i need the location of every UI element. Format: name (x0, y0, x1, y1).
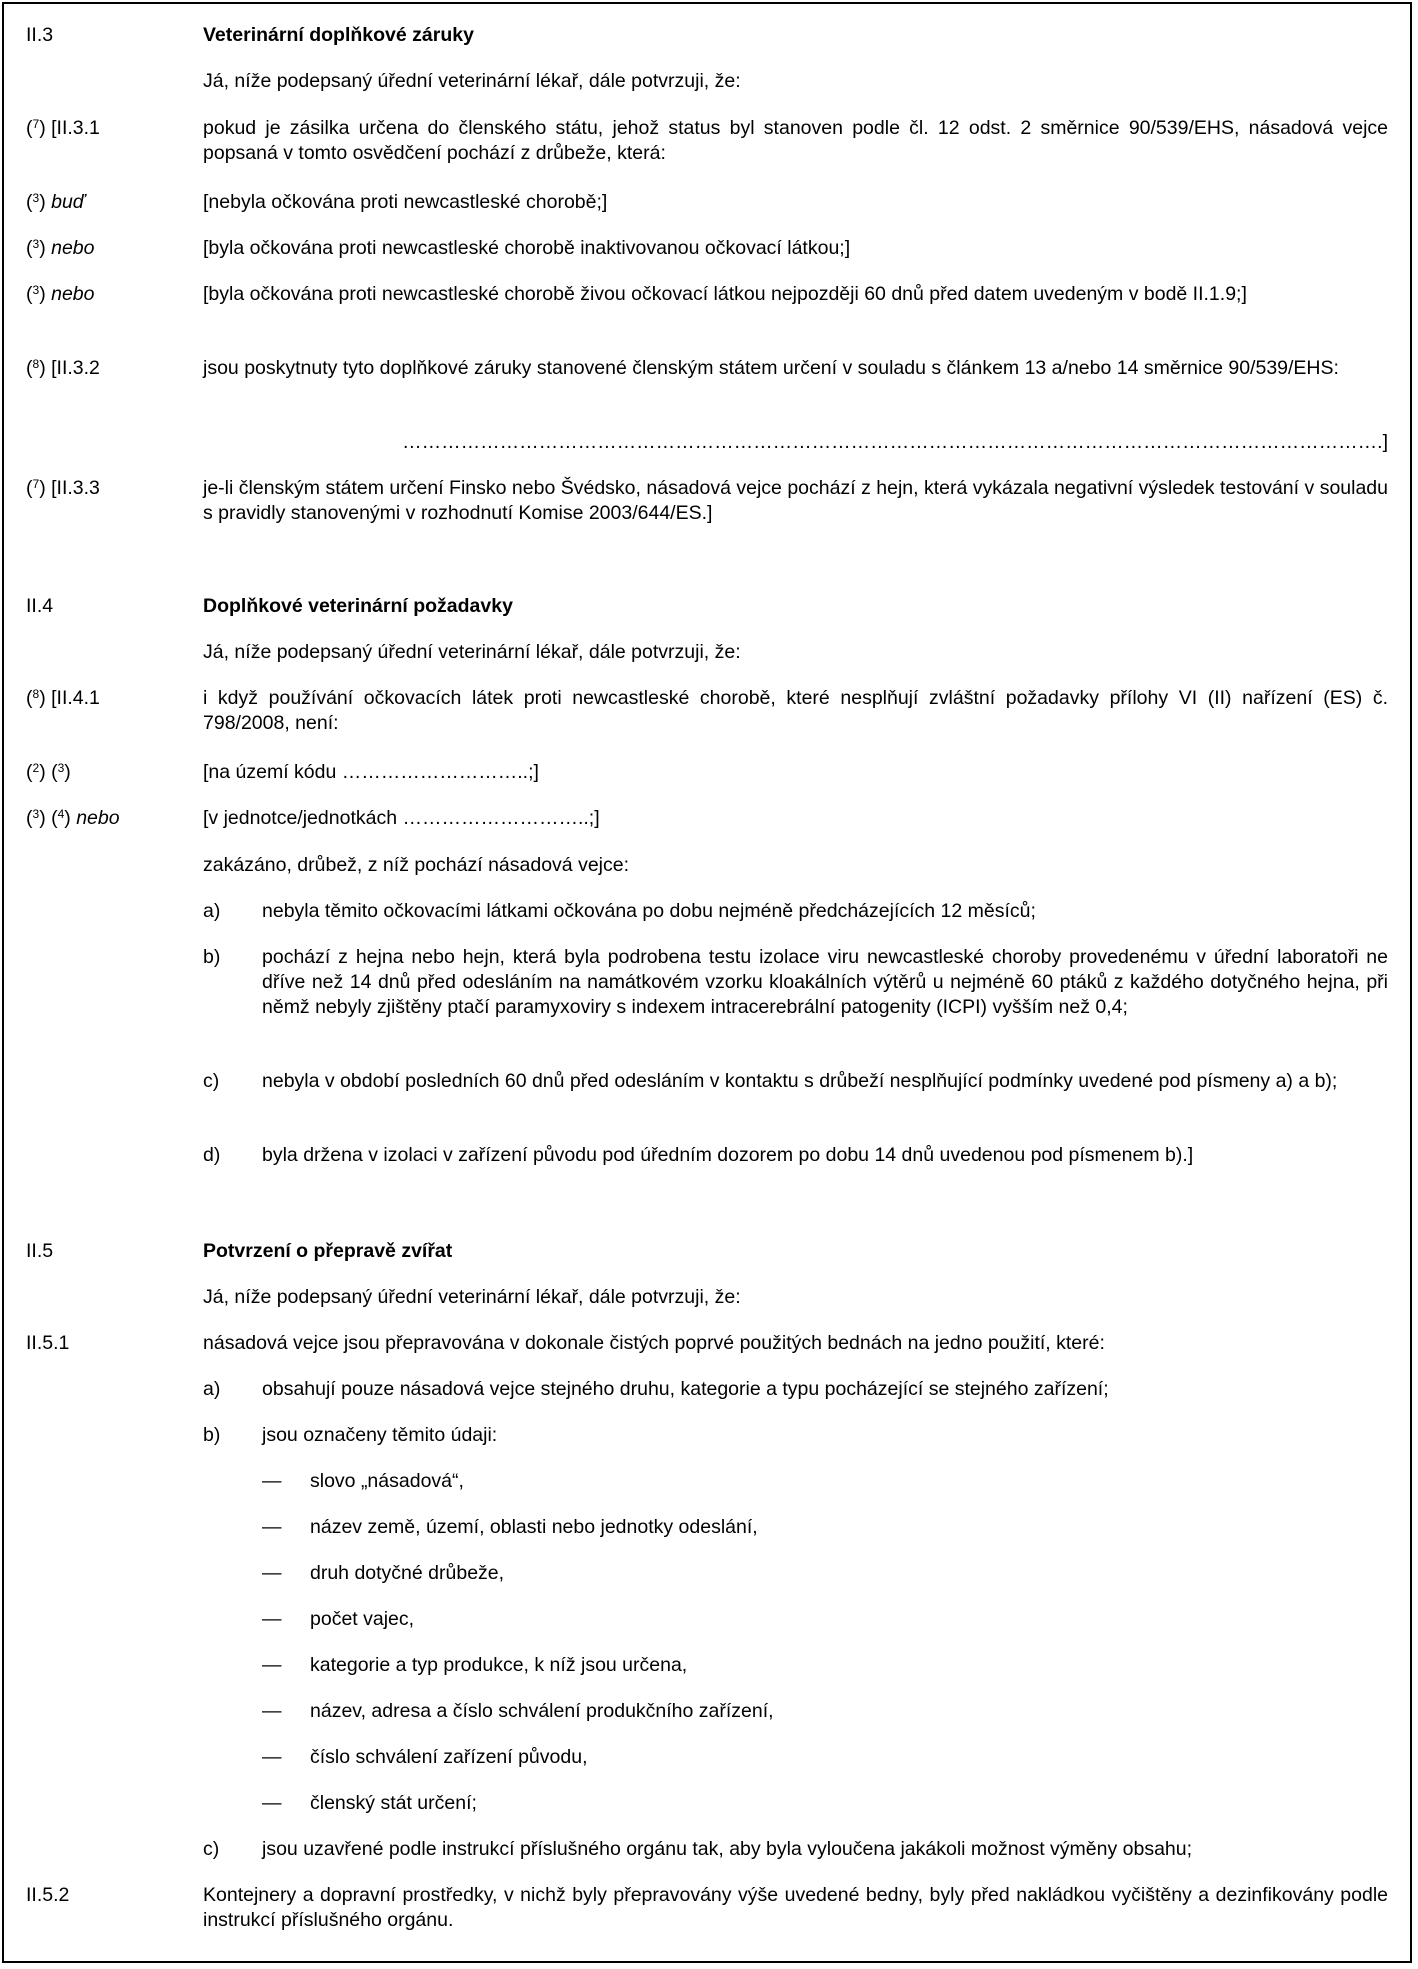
certificate-page: II.3 Veterinární doplňkové záruky Já, níže podepsaný úřední veterinární lékař, dále potvrzuji, že: ($^7$) [II.3.1 pokud je zásilka určena do členského státu, jehož status byl stanoven podle čl. 12 odst. 2 směrnice 90/539/EHS, násadová vejce popsaná v tomto osvědčení pochází z drůbeže, která: ($^3$) buď [nebyla očkována proti newcastleské chorobě;] ($^3$) nebo [byla očkována proti newcastleské chorobě inaktivovanou očkovací látkou;] ($^3$) nebo [byla očkována proti newcastleské chorobě živou očkovací látkou nejpozději 60 dnů před datem uvedeným v bodě II.1.9;] ($^8$) [II.3.2 jsou poskytnuty tyto doplňkové záruky stanovené členským státem určení v souladu s článkem 13 a/nebo 14 směrnice 90/539/EHS: …………………………………………………………………………………………………………………………………….] ($^7$) [II.3.3 je-li členským státem určení Finsko nebo Švédsko, násadová vejce pochází z hejn, která vykázala negativní výsledek testování v souladu s pravidly stanovenými v rozhodnutí Komise 2003/644/ES.] II.4 Doplňkové veterinární požadavky Já, níže podepsaný úřední veterinární lékař, dále potvrzuji, že: ($^8$) [II.4.1 i když používání očkovacích látek proti newcastleské chorobě, které nesplňují zvláštní požadavky přílohy VI (II) nařízení (ES) č. 798/2008, není: ($^2$) ($^3$) [na území kódu ………………………..;] ($^3$) ($^4$) nebo [v jednotce/jednotkách ………………………..;] zakázáno, drůbež, z níž pochází násadová vejce: a) nebyla těmito očkovacími látkami očkována po dobu nejméně předcházejících 12 měsíců; b) pochází z hejna nebo hejn, která byla podrobena testu izolace viru newcastleské choroby provedenému v úřední laboratoři ne dříve než 14 dnů před odesláním na namátkovém vzorku kloakálních výtěrů u nejméně 60 ptáků z každého dotyčného hejna, při němž nebyly zjištěny ptačí paramyxoviry s indexem intracerebrální patogenity (ICPI) vyšším než 0,4; c) nebyla v období posledních 60 dnů před odesláním v kontaktu s drůbeží nesplňující podmínky uvedené pod písmeny a) a b); d) byla držena v izolaci v zařízení původu pod úředním dozorem po dobu 14 dnů uvedenou pod písmenem b).] II.5 Potvrzení o přepravě zvířat Já, níže podepsaný úřední veterinární lékař, dále potvrzuji, že: II.5.1 násadová vejce jsou přepravována v dokonale čistých poprvé použitých bednách na jedno použití, které: a) obsahují pouze násadová vejce stejného druhu, kategorie a typu pocházející se stejného zařízení; b) jsou označeny těmito údaji: — slovo „násadová“, — název země, území, oblasti nebo jednotky odeslání, — druh dotyčné drůbeže, — počet vajec, — kategorie a typ produkce, k níž jsou určena, — název, adresa a číslo schválení produkčního zařízení, — číslo schválení zařízení původu, — členský stát určení; c) jsou uzavřené podle instrukcí příslušného orgánu tak, aby byla vyloučena jakákoli možnost výměny obsahu; II.5.2 Kontejnery a dopravní prostředky, v nichž byly přepravovány výše uvedené bedny, byly před nakládkou vyčištěny a dezinfikovány podle instrukcí příslušného orgánu. (2, 2, 1412, 1963)
point-text: Kontejnery a dopravní prostředky, v nichž byly přepravovány výše uvedené bedny, byly před nakládkou vyčištěny a dezinfikovány podle instrukcí příslušného orgánu. (203, 1884, 1388, 1931)
point-label: ($^7$) [II.3.3 (26, 477, 100, 499)
section-number: II.4 (26, 595, 54, 617)
section-number: II.3 (26, 24, 54, 46)
point-label: ($^7$) [II.3.1 (26, 117, 100, 139)
option-label: ($^3$) nebo (26, 237, 95, 259)
option-text: [na území kódu ………………………..;] (203, 761, 539, 783)
option-label: ($^3$) ($^4$) nebo (26, 807, 120, 829)
option-text: [byla očkována proti newcastleské chorobě inaktivovanou očkovací látkou;] (203, 237, 851, 259)
point-label: ($^8$) [II.4.1 (26, 687, 100, 709)
point-text: násadová vejce jsou přepravována v dokonale čistých poprvé použitých bednách na jedno použití, které: (203, 1332, 1105, 1354)
section-title: Veterinární doplňkové záruky (203, 24, 474, 46)
point-label: ($^8$) [II.3.2 (26, 357, 100, 379)
option-label: ($^2$) ($^3$) (26, 761, 71, 783)
point-text: jsou poskytnuty tyto doplňkové záruky stanovené členským státem určení v souladu s článkem 13 a/nebo 14 směrnice 90/539/EHS: (203, 357, 1339, 379)
point-label: II.5.2 (26, 1884, 70, 1906)
footnote-ref: 7 (32, 117, 40, 131)
option-label: ($^3$) nebo (26, 283, 95, 305)
option-text: [nebyla očkována proti newcastleské chorobě;] (203, 191, 608, 213)
section-number: II.5 (26, 1240, 54, 1262)
option-text: [byla očkována proti newcastleské chorobě živou očkovací látkou nejpozději 60 dnů před datem uvedeným v bodě II.1.9;] (203, 283, 1247, 305)
point-text: i když používání očkovacích látek proti newcastleské chorobě, které nesplňují zvláštní požadavky přílohy VI (II) nařízení (ES) č. 798/2008, není: (203, 687, 1388, 734)
option-label: ($^3$) buď (26, 191, 85, 213)
point-text: je-li členským státem určení Finsko nebo Švédsko, násadová vejce pochází z hejn, která vykázala negativní výsledek testování v souladu s pravidly stanovenými v rozhodnutí Komise 2003/644/ES.] (203, 477, 1388, 524)
option-text: [v jednotce/jednotkách ………………………..;] (203, 807, 600, 829)
section-title: Potvrzení o přepravě zvířat (203, 1240, 453, 1262)
point-text: pokud je zásilka určena do členského státu, jehož status byl stanoven podle čl. 12 odst. 2 směrnice 90/539/EHS, násadová vejce popsaná v tomto osvědčení pochází z drůbeže, která: (203, 117, 1388, 164)
section-title: Doplňkové veterinární požadavky (203, 595, 513, 617)
point-label: II.5.1 (26, 1332, 70, 1354)
